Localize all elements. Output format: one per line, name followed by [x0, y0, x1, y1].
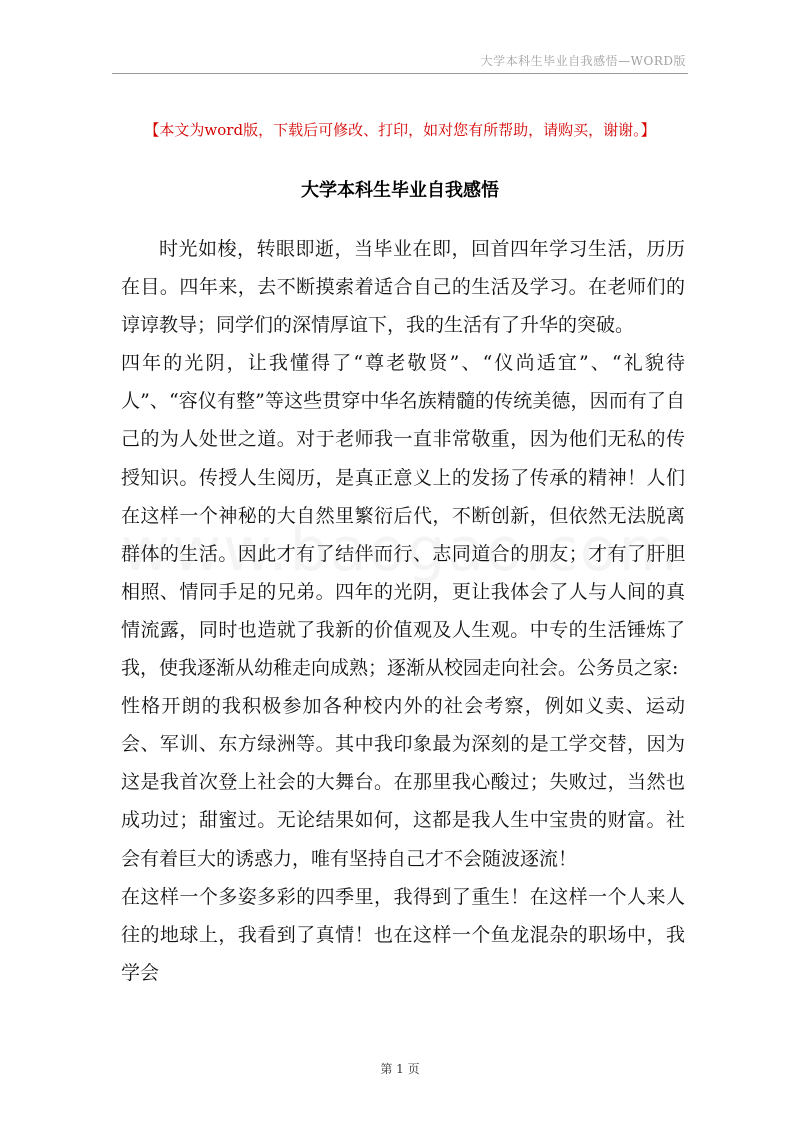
paragraph: 四年的光阴，让我懂得了“尊老敬贤”、“仪尚适宜”、“礼貌待人”、“容仪有整”等这些贯穿中华名族精髓的传统美德，因而有了自己的为人处世之道。对于老师我一直非常敬重，因为他们无私的传授知识。传授人生阅历，是真正意义上的发扬了传承的精神！人们在这样一个神秘的大自然里繁衍后代，不断创新，但依然无法脱离群体的生活。因此才有了结伴而行、志同道合的朋友；才有了肝胆相照、情同手足的兄弟。四年的光阴，更让我体会了人与人间的真情流露，同时也造就了我新的价值观及人生观。中专的生活锤炼了我，使我逐渐从幼稚走向成熟；逐渐从校园走向社会。公务员之家: [121, 352, 685, 680]
paragraph: 时光如梭，转眼即逝，当毕业在即，回首四年学习生活，历历在目。四年来，去不断摸索着适合自己的生活及学习。在老师们的谆谆教导；同学们的深情厚谊下，我的生活有了升华的突破。 [121, 238, 685, 337]
page-number: 第 1 页 [380, 1062, 420, 1076]
paragraph: 在这样一个多姿多彩的四季里，我得到了重生！在这样一个人来人往的地球上，我看到了真情！也在这样一个鱼龙混杂的职场中，我学会 [121, 885, 685, 984]
paragraph: 性格开朗的我积极参加各种校内外的社会考察，例如义卖、运动会、军训、东方绿洲等。其中我印象最为深刻的是工学交替，因为这是我首次登上社会的大舞台。在那里我心酸过；失败过，当然也成功过；甜蜜过。无论结果如何，这都是我人生中宝贵的财富。社会有着巨大的诱惑力，唯有坚持自己才不会随波逐流！ [121, 695, 685, 870]
document-body [121, 230, 685, 992]
document-title: 大学本科生毕业自我感悟 [301, 180, 499, 201]
header-divider [112, 73, 688, 74]
purchase-notice: 【本文为word版，下载后可修改、打印，如对您有所帮助，请购买，谢谢。】 [144, 121, 656, 139]
running-header: 大学本科生毕业自我感悟—WORD版 [480, 54, 686, 68]
